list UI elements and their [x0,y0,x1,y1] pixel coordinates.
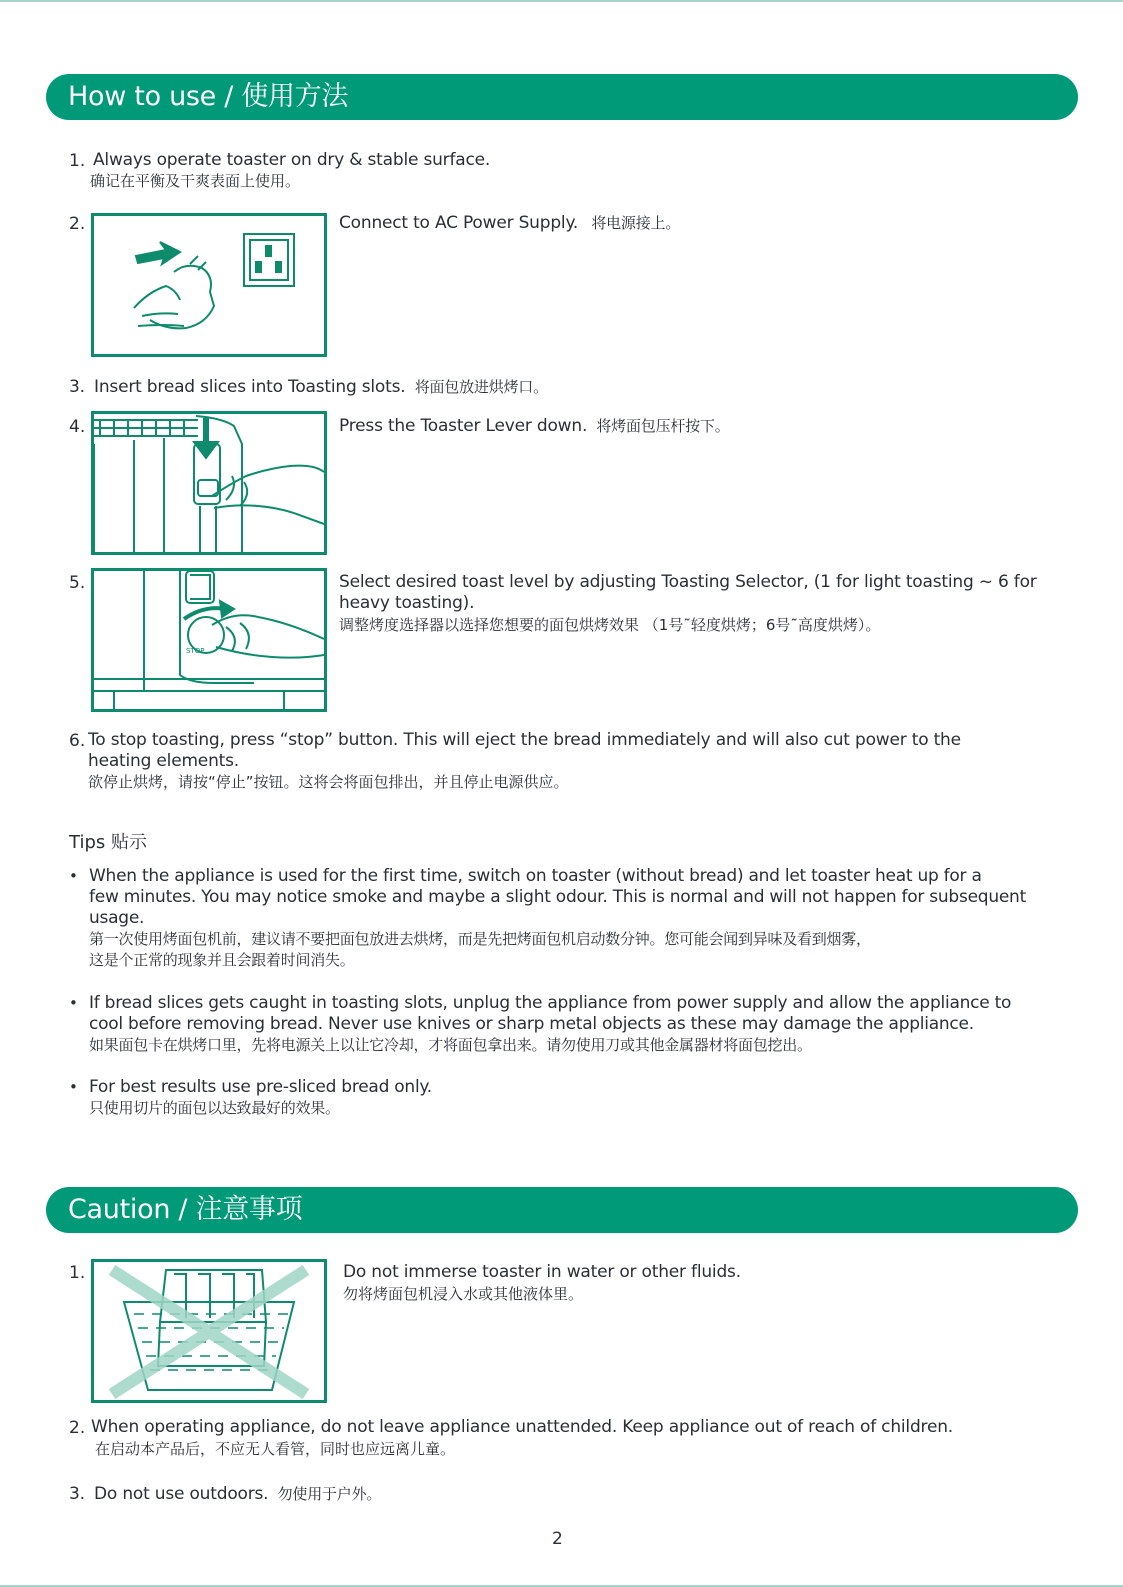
tip-1-text [89,866,1089,971]
tip-1-line1: When the appliance is used for the first time, switch on toaster (without bread) and let toaster heat up for a [89,866,982,886]
tip-1-line3: usage. [89,908,145,928]
caution-3-en: Do not use outdoors. [94,1484,269,1504]
tip-3-zh1: 只使用切片的面包以达致最好的效果。 [89,1099,340,1117]
immersion-illustration [91,1259,327,1403]
caution-1-zh: 勿将烤面包机浸入水或其他液体里。 [343,1285,584,1303]
step-1-en: Always operate toaster on dry & stable surface. [93,150,491,170]
lever-illustration [91,411,327,555]
step-6-zh: 欲停止烘烤，请按“停止”按钮。这将会将面包排出，并且停止电源供应。 [88,773,569,791]
step-3-en: Insert bread slices into Toasting slots. [94,377,406,397]
step-5-zh: 调整烤度选择器以选择您想要的面包烘烤效果 （1号˜轻度烘烤；6号˜高度烘烤）。 [339,616,881,634]
plug-in-illustration [91,213,327,357]
step-1-zh: 确记在平衡及干爽表面上使用。 [90,172,301,190]
page-top-rule [0,0,1123,2]
caution-2-number: 2. [69,1418,86,1438]
tip-3-bullet: • [69,1078,78,1096]
step-4-zh: 将烤面包压杆按下。 [596,417,730,435]
step-2-zh: 将电源接上。 [591,214,681,232]
svg-text:STOP: STOP [186,647,205,655]
step-4-number: 4. [69,417,86,437]
caution-1-number: 1. [69,1263,86,1283]
caution-3-number: 3. [69,1484,85,1504]
caution-3-text [69,1484,381,1505]
tip-1-zh1: 第一次使用烤面包机前，建议请不要把面包放进去烘烤，而是先把烤面包机启动数分钟。您可能会闻到异味及看到烟雾， [89,930,871,948]
tip-2-text [89,993,1089,1056]
selector-dial-icon [94,571,324,709]
tip-2-zh1: 如果面包卡在烘烤口里，先将电源关上以让它冷却，才将面包拿出来。请勿使用刀或其他金属器材将面包挖出。 [89,1036,812,1054]
caution-banner: Caution / 注意事项 [46,1187,1078,1233]
step-3-number: 3. [69,377,85,397]
step-2-text [339,213,680,234]
caution-2-en: When operating appliance, do not leave appliance unattended. Keep appliance out of reach of children. [91,1417,953,1437]
page-number: 2 [552,1529,563,1549]
tip-3-text [89,1077,1089,1119]
step-6-en-line2: heating elements. [88,751,239,771]
tip-2-bullet: • [69,994,78,1012]
tip-2-line2: cool before removing bread. Never use knives or sharp metal objects as these may damage the appliance. [89,1014,974,1034]
step-4-text [339,416,730,437]
caution-3-zh: 勿使用于户外。 [277,1485,382,1503]
immersion-prohibited-icon [94,1262,324,1400]
step-5-en-line1: Select desired toast level by adjusting Toasting Selector, (1 for light toasting ~ 6 for [339,572,1037,592]
plug-hand-icon [94,216,324,354]
step-3-zh: 将面包放进烘烤口。 [414,378,548,396]
tip-3-line1: For best results use pre-sliced bread only. [89,1077,432,1097]
step-6-en-line1: To stop toasting, press “stop” button. This will eject the bread immediately and will also cut power to the [88,730,961,750]
tip-1-line2: few minutes. You may notice smoke and maybe a slight odour. This is normal and will not happen for subsequent [89,887,1027,907]
how-to-use-banner: How to use / 使用方法 [46,74,1078,120]
step-4-en: Press the Toaster Lever down. [339,416,588,436]
tips-heading: Tips 贴示 [69,832,147,853]
step-6-number: 6. [69,731,86,751]
step-5-en-line2: heavy toasting). [339,593,475,613]
tip-1-bullet: • [69,867,78,885]
step-3-text [69,377,548,398]
tip-1-zh2: 这是个正常的现象并且会跟着时间消失。 [89,951,355,969]
selector-illustration [91,568,327,712]
lever-press-icon [94,414,324,552]
step-2-number: 2. [69,214,86,234]
caution-2-zh: 在启动本产品后，不应无人看管，同时也应远离儿童。 [95,1440,456,1458]
step-2-en: Connect to AC Power Supply. [339,213,579,233]
step-1-number: 1. [69,151,86,171]
tip-2-line1: If bread slices gets caught in toasting slots, unplug the appliance from power supply and allow the appliance to [89,993,1012,1013]
step-5-number: 5. [69,573,86,593]
caution-1-en: Do not immerse toaster in water or other fluids. [343,1262,741,1282]
